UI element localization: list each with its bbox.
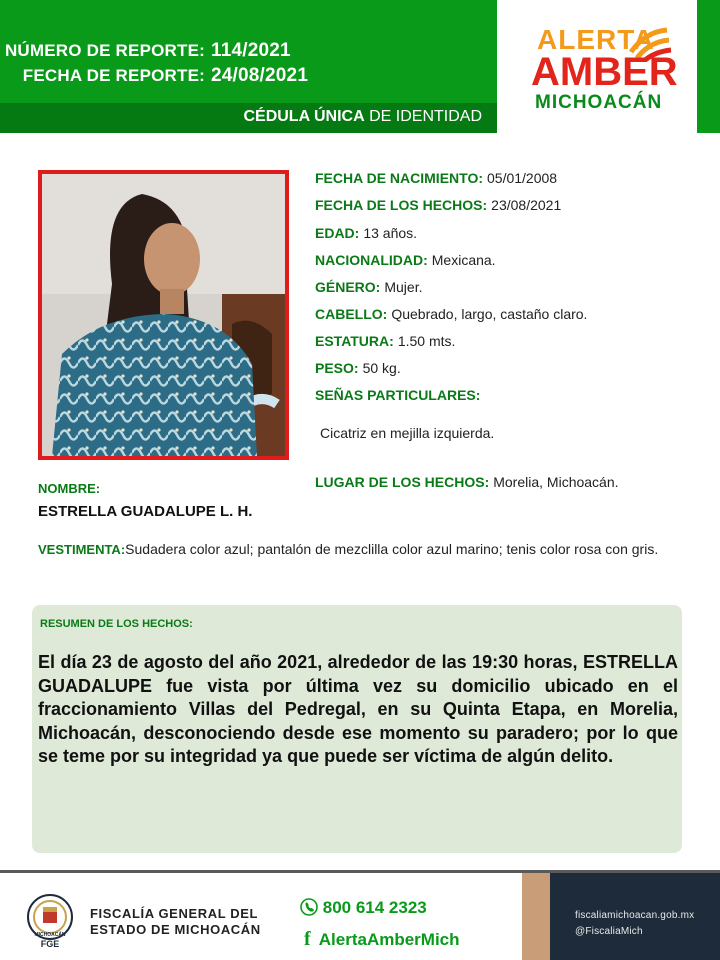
summary-title: RESUMEN DE LOS HECHOS: — [40, 618, 193, 630]
weight-value: 50 kg. — [362, 360, 401, 376]
report-number-label: NÚMERO DE REPORTE: — [4, 41, 205, 60]
place-label: LUGAR DE LOS HECHOS: — [315, 474, 490, 490]
fge-name-line2: ESTADO DE MICHOACÁN — [90, 922, 261, 937]
report-number: 114/2021 — [211, 40, 291, 61]
phone-number: 800 614 2323 — [322, 898, 427, 917]
website-link[interactable]: fiscaliamichoacan.gob.mx — [575, 910, 695, 921]
phone-contact[interactable] — [300, 898, 427, 918]
age-value: 13 años. — [363, 225, 418, 241]
phone-icon — [300, 898, 318, 916]
marks-value: Cicatriz en mejilla izquierda. — [320, 425, 495, 441]
footer — [0, 870, 720, 960]
facebook-icon: f — [304, 928, 311, 950]
cedula-title-bold: CÉDULA ÚNICA — [243, 108, 365, 125]
report-date-row — [0, 65, 308, 87]
place-value: Morelia, Michoacán. — [493, 474, 619, 490]
birth-label: FECHA DE NACIMIENTO: — [315, 170, 483, 186]
birth-value: 05/01/2008 — [487, 170, 558, 186]
facebook-handle: AlertaAmberMich — [318, 930, 460, 949]
field-birth-date — [315, 170, 557, 186]
weight-label: PESO: — [315, 360, 359, 376]
field-marks — [315, 387, 484, 403]
hair-label: CABELLO: — [315, 306, 388, 322]
nationality-label: NACIONALIDAD: — [315, 252, 428, 268]
fge-name — [90, 906, 261, 938]
gender-value: Mujer. — [384, 279, 423, 295]
age-label: EDAD: — [315, 225, 360, 241]
report-date-label: FECHA DE REPORTE: — [22, 66, 205, 85]
header-right-strip — [697, 0, 720, 133]
fge-name-line1: FISCALÍA GENERAL DEL — [90, 906, 259, 921]
field-age — [315, 225, 417, 241]
cedula-title-rest: DE IDENTIDAD — [364, 108, 482, 125]
fge-emblem-icon — [22, 893, 78, 949]
field-nationality — [315, 252, 496, 268]
gender-label: GÉNERO: — [315, 279, 381, 295]
field-marks-value — [320, 425, 494, 441]
portrait-illustration — [42, 174, 285, 456]
report-date: 24/08/2021 — [211, 65, 309, 86]
logo-alerta: ALERTA — [537, 24, 655, 55]
footer-tan-strip — [522, 873, 550, 960]
nationality-value: Mexicana. — [431, 252, 496, 268]
emblem-text: MICHOACÁN — [34, 932, 66, 938]
facebook-contact[interactable] — [300, 928, 460, 951]
field-height — [315, 333, 455, 349]
height-value: 1.50 mts. — [397, 333, 456, 349]
emblem-abbr: FGE — [40, 939, 60, 949]
cedula-title — [210, 108, 482, 126]
event-date-value: 23/08/2021 — [491, 197, 562, 213]
marks-label: SEÑAS PARTICULARES: — [315, 387, 481, 403]
clothing-label: VESTIMENTA: — [38, 542, 126, 557]
clothing-value: Sudadera color azul; pantalón de mezclilla color azul marino; tenis color rosa con gris. — [125, 541, 659, 557]
name-label: NOMBRE: — [38, 481, 101, 496]
field-place — [315, 474, 619, 490]
summary-box — [32, 605, 682, 853]
logo-michoacan: MICHOACÁN — [535, 92, 663, 113]
summary-text: El día 23 de agosto del año 2021, alrededor de las 19:30 horas, ESTRELLA GUADALUPE fue vista por última vez su domicilio ubicado en el fraccionamiento Villas del Pedregal, en su Quinta Etapa, en Morelia, Michoacán, desconociendo desde ese momento su paradero; por lo que se teme por su integridad ya que puede ser víctima de algún delito. — [38, 652, 678, 766]
clothing-row — [38, 540, 674, 559]
report-number-row — [0, 40, 291, 62]
event-date-label: FECHA DE LOS HECHOS: — [315, 197, 488, 213]
logo-amber: AMBER — [531, 50, 678, 94]
person-photo — [38, 170, 289, 460]
twitter-handle[interactable]: @FiscaliaMich — [575, 926, 643, 937]
header — [0, 0, 720, 133]
field-weight — [315, 360, 401, 376]
person-name: ESTRELLA GUADALUPE L. H. — [38, 503, 253, 520]
header-green-panel — [0, 0, 497, 133]
height-label: ESTATURA: — [315, 333, 394, 349]
alerta-amber-logo — [525, 22, 678, 117]
hair-value: Quebrado, largo, castaño claro. — [391, 306, 588, 322]
field-hair — [315, 306, 587, 322]
field-gender — [315, 279, 422, 295]
field-event-date — [315, 197, 561, 213]
